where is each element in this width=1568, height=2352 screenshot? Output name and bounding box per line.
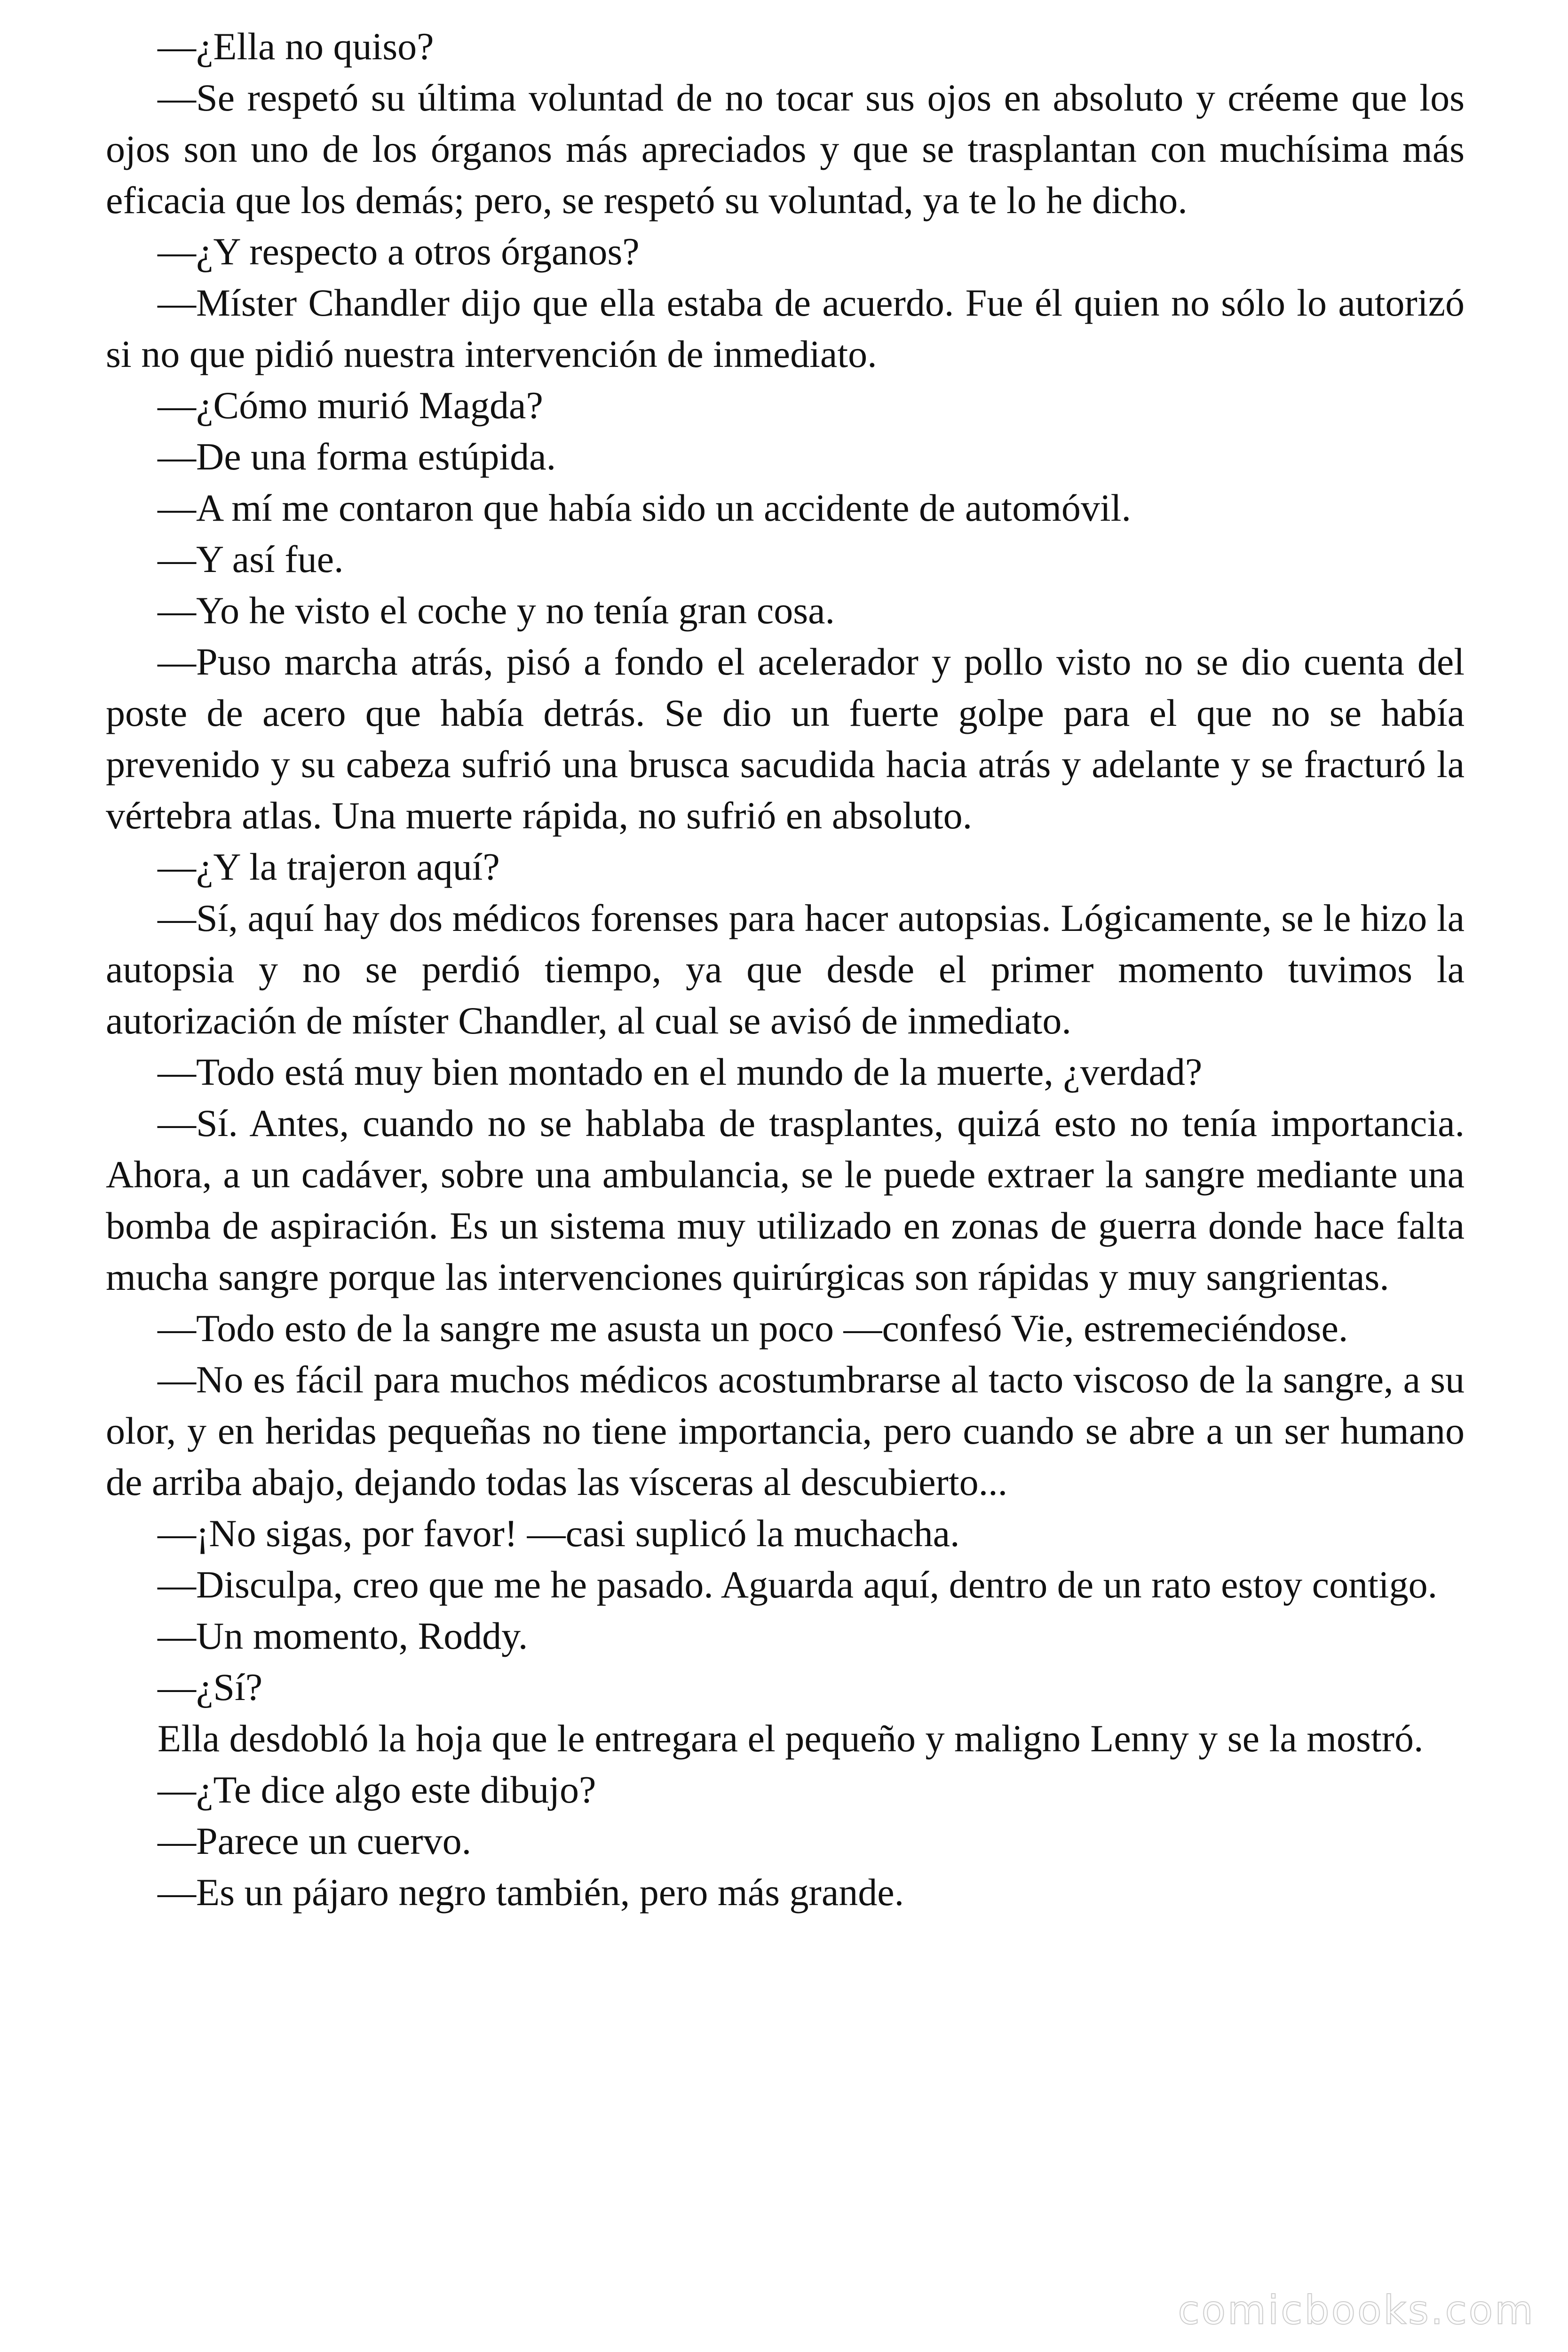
paragraph: —¿Cómo murió Magda? [158,384,543,427]
paragraph: —No es fácil para muchos médicos acostumbrarse al tacto viscoso de la sangre, a su olor, y en heridas pequeñas no tiene importancia, pero cuando se abre a un ser humano de arriba abajo, dejando todas las vísceras al descubierto... [106,1358,1465,1503]
page-body [106,21,1465,1918]
paragraph: —¿Y la trajeron aquí? [158,845,500,888]
paragraph: —Se respetó su última voluntad de no tocar sus ojos en absoluto y créeme que los ojos son uno de los órganos más apreciados y que se trasplantan con muchísima más eficacia que los demás; pero, se respetó su voluntad, ya te lo he dicho. [106,76,1465,222]
paragraph: —A mí me contaron que había sido un accidente de automóvil. [158,486,1131,529]
paragraph: —Todo está muy bien montado en el mundo de la muerte, ¿verdad? [158,1050,1203,1093]
paragraph: —¿Te dice algo este dibujo? [158,1768,596,1811]
paragraph: —Yo he visto el coche y no tenía gran cosa. [158,589,835,632]
paragraph: —De una forma estúpida. [158,435,556,478]
paragraph: —¿Sí? [158,1666,263,1708]
paragraph: —Es un pájaro negro también, pero más grande. [158,1871,904,1914]
paragraph: Ella desdobló la hoja que le entregara el pequeño y maligno Lenny y se la mostró. [158,1717,1424,1760]
paragraph: —Un momento, Roddy. [158,1614,528,1657]
paragraph: —Todo esto de la sangre me asusta un poco —confesó Vie, estremeciéndose. [158,1307,1348,1350]
paragraph: —Disculpa, creo que me he pasado. Aguarda aquí, dentro de un rato estoy contigo. [158,1563,1438,1606]
paragraph: —Sí, aquí hay dos médicos forenses para hacer autopsias. Lógicamente, se le hizo la autopsia y no se perdió tiempo, ya que desde el primer momento tuvimos la autorización de míster Chandler, al cual se avisó de inmediato. [106,897,1465,1042]
paragraph: —Míster Chandler dijo que ella estaba de acuerdo. Fue él quien no sólo lo autorizó si no que pidió nuestra intervención de inmediato. [106,281,1465,375]
paragraph: —Puso marcha atrás, pisó a fondo el acelerador y pollo visto no se dio cuenta del poste de acero que había detrás. Se dio un fuerte golpe para el que no se había prevenido y su cabeza sufrió una brusca sacudida hacia atrás y adelante y se fracturó la vértebra atlas. Una muerte rápida, no sufrió en absoluto. [106,640,1465,837]
paragraph: —¿Ella no quiso? [158,25,434,68]
paragraph: —¡No sigas, por favor! —casi suplicó la muchacha. [158,1512,960,1555]
paragraph: —Sí. Antes, cuando no se hablaba de trasplantes, quizá esto no tenía importancia. Ahora, a un cadáver, sobre una ambulancia, se le puede extraer la sangre mediante una bomba de aspiración. Es un sistema muy utilizado en zonas de guerra donde hace falta mucha sangre porque las intervenciones quirúrgicas son rápidas y muy sangrientas. [106,1102,1465,1298]
paragraph: —Y así fue. [158,538,344,580]
watermark: comicbooks.com [1178,2287,1535,2333]
paragraph: —¿Y respecto a otros órganos? [158,230,640,273]
paragraph: —Parece un cuervo. [158,1820,472,1862]
